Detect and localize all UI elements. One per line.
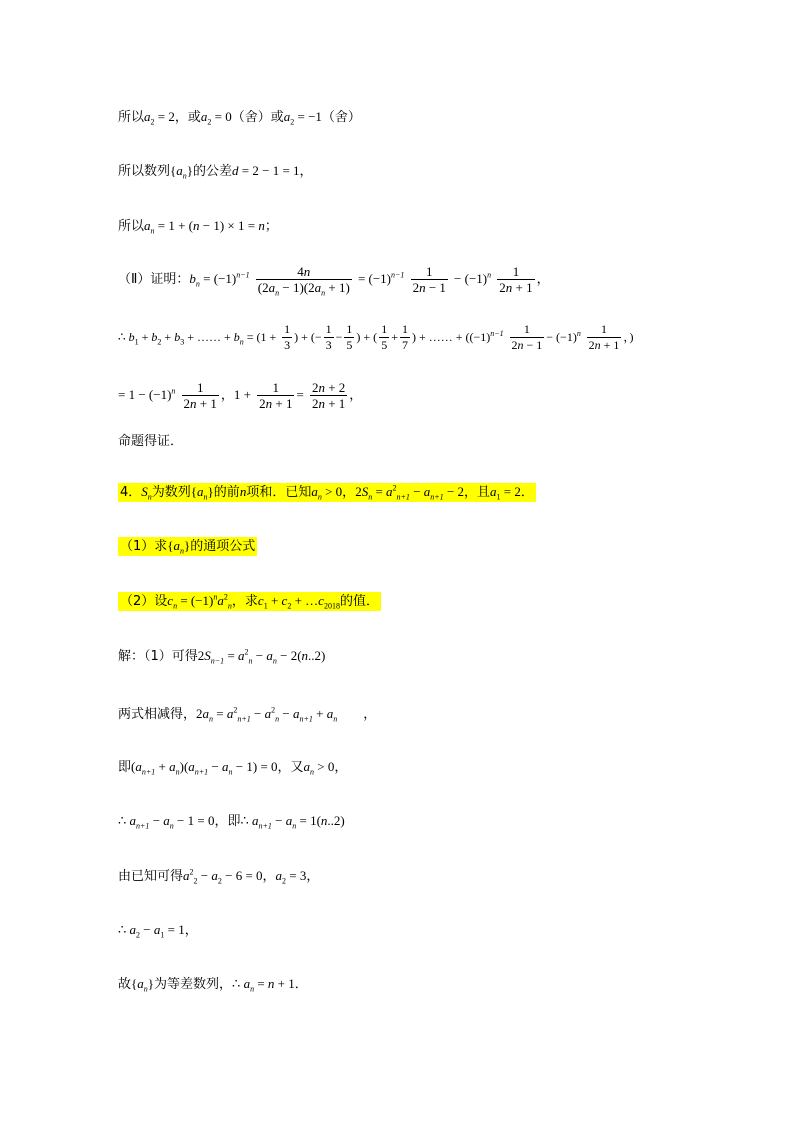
line-7: 命题得证． xyxy=(118,434,184,449)
line-2: 所以数列$\{a_n\}$的公差d = 2 − 1 = 1， xyxy=(118,163,313,181)
problem-4-part-2: （2）设$c_n = (-1)^na^2_n$，求$c_1 + c_2$ + $\dots c_{2018}$的值． xyxy=(120,592,379,611)
line-5: ∴ $b_1 + b_2 + b_3$ + …… + $b_n = (1$ + $\frac{1}{3}$ ) + (− $\frac{1}{3}$ − $\frac{1}{5}$ ) + ( $\frac{1}{5}$ + $\frac{1}{7}$ ) + …… + ($(-1)^{n-1}$ $\frac{1}{2n - 1}$ − $(-1)^n$ $\frac{1}{2n + 1}$ ，) xyxy=(118,322,634,352)
line-1: 所以$a_2 = 2$，或$a_2 = 0$（舍）或$a_2 = -1$（舍） xyxy=(118,109,361,127)
line-17: 故$\{a_n\}$为等差数列，∴ $a_n = n + 1$． xyxy=(118,976,308,994)
line-16: ∴ $a_2 - a_1 = 1$， xyxy=(118,922,198,940)
line-12: 两式相减得，$2a_n = a^2_{n+1} - a^2_n - a_{n+1} + a_n$ ， xyxy=(118,705,377,724)
line-13: 即$(a_{n+1} + a_n)(a_{n+1} - a_n - 1) = 0$，又$a_n > 0$， xyxy=(118,759,348,777)
line-15: 由已知可得$a^2_2 - a_2 - 6 = 0$，$a_2 = 3$， xyxy=(118,867,320,886)
line-4: （Ⅱ）证明：$b_n = (-1)^{n-1}$ $\frac{4n}{(2a_n - 1)(2a_n + 1)}$ = $(-1)^{n-1}$ $\frac{1}{2n - 1}$ − $(-1)^n$ $\frac{1}{2n + 1}$ ， xyxy=(118,264,550,298)
line-11: 解：（1）可得$2S_{n-1} = a^2_n - a_n - 2(n..2)$ xyxy=(118,647,326,666)
line-14: ∴ $a_{n+1} - a_n - 1 = 0$，即∴ $a_{n+1} - a_n = 1(n..2)$ xyxy=(118,813,345,831)
problem-4-statement: 4．$S_n$为数列$\{a_n\}$的前n项和．已知$a_n > 0$，$2S_n = a^2_{n+1} - a_{n+1} - 2$，且$a_1 = 2$． xyxy=(120,483,534,502)
line-6: = $1 - (-1)^n$ $\frac{1}{2n + 1}$ ，1 + $\frac{1}{2n + 1}$ = $\frac{2n + 2}{2n + 1}$ ， xyxy=(118,380,363,411)
line-3: 所以$a_n = 1 + (n - 1) \times 1 = n$； xyxy=(118,218,278,236)
problem-4-part-1: （1）求$\{a_n\}$的通项公式 xyxy=(120,538,256,556)
